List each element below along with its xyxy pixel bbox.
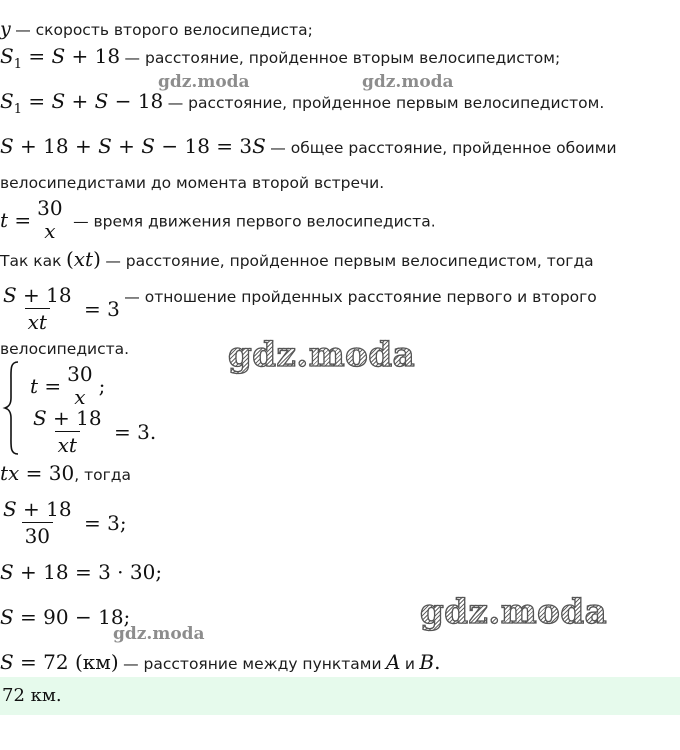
math-s-eq-90-minus-18: S = 90 − 18; bbox=[0, 605, 131, 629]
answer-box bbox=[0, 677, 680, 715]
line-total-distance-cont bbox=[0, 174, 384, 193]
math-s1-eq-s-plus-s-minus-18: $S_1 = S + S - 18$ bbox=[0, 89, 164, 117]
watermark-logo: gdz.moda bbox=[113, 624, 205, 644]
line-s18-over-30 bbox=[0, 497, 127, 548]
math-s18-eq-3x30: S + 18 = 3 · 30; bbox=[0, 560, 163, 584]
math-t-eq-30-over-x: t = 30 x bbox=[0, 196, 69, 243]
system-eq-1 bbox=[30, 362, 105, 409]
text-since-prefix: Так как bbox=[0, 252, 62, 270]
math-s18-over-30-eq-3: $\frac{S + 18}{30}$ = 3; bbox=[0, 497, 127, 548]
text-distance-first: — расстояние, пройденное первым велосипедистом. bbox=[167, 94, 605, 112]
math-s1-eq-s-plus-18: $S_1 = S + 18$ bbox=[0, 44, 121, 72]
system-eq-2 bbox=[30, 406, 156, 457]
line-tx-30 bbox=[0, 461, 131, 485]
fraction-s18-30: $\frac{S + 18}{30}$ bbox=[3, 497, 72, 548]
watermark-logo: gdz.moda bbox=[362, 72, 454, 92]
answer-text: 72 км. bbox=[2, 685, 62, 706]
fraction-30-x: 30 x bbox=[37, 196, 63, 243]
line-s-eq-90-18 bbox=[0, 605, 130, 629]
line-s18-eq-90 bbox=[0, 560, 162, 584]
math-tx-eq-30: tx = 30 bbox=[0, 461, 75, 485]
text-ratio-cont: велосипедиста. bbox=[0, 340, 130, 358]
line-distance-second bbox=[0, 44, 560, 72]
fraction-sys-s18-xt: $\frac{S + 18}{xt}$ bbox=[33, 406, 102, 457]
line-ratio-cont bbox=[0, 340, 129, 359]
text-then: , тогда bbox=[74, 466, 131, 484]
text-distance-ab: — расстояние между пунктами bbox=[123, 655, 382, 673]
math-sys-ratio-eq-3: $\frac{S + 18}{xt}$ = 3. bbox=[30, 406, 156, 457]
text-since: — расстояние, пройденное первым велосипедистом, тогда bbox=[105, 252, 594, 270]
math-sys-t-eq-30-over-x: t = 30 x ; bbox=[30, 362, 106, 409]
fraction-s18-xt: $\frac{S + 18}{xt}$ bbox=[3, 283, 72, 334]
text-distance-second: — расстояние, пройденное вторым велосипедистом; bbox=[124, 49, 561, 67]
fraction-sys-30-x: 30 x bbox=[67, 362, 93, 409]
text-time-first: — время движения первого велосипедиста. bbox=[73, 212, 436, 231]
line-ratio bbox=[0, 283, 597, 334]
math-point-b: B. bbox=[419, 650, 441, 674]
text-ratio: — отношение пройденных расстояние первого и второго bbox=[124, 288, 597, 306]
line-s-eq-72 bbox=[0, 650, 440, 674]
math-ratio-eq-3: $\frac{S + 18}{xt}$ = 3 bbox=[0, 283, 120, 334]
math-point-a: A bbox=[385, 650, 401, 674]
math-total-3s: S + 18 + S + S − 18 = 3S bbox=[0, 134, 266, 158]
text-total-distance-cont: велосипедистами до момента второй встречи. bbox=[0, 174, 385, 192]
text-total-distance: — общее расстояние, пройденное обоими bbox=[270, 139, 617, 157]
system-brace-icon bbox=[2, 360, 22, 456]
line-total-distance bbox=[0, 134, 617, 158]
math-s-eq-72: S = 72 (км) bbox=[0, 650, 119, 674]
line-distance-first bbox=[0, 89, 604, 117]
text-speed-second: — скорость второго велосипедиста; bbox=[15, 21, 313, 39]
watermark-logo: gdz.moda bbox=[158, 72, 250, 92]
line-time-first bbox=[0, 196, 436, 243]
math-y: y bbox=[0, 18, 11, 40]
math-xt: (xt) bbox=[65, 247, 101, 271]
text-and: и bbox=[404, 655, 415, 673]
watermark-logo-large: gdz.moda bbox=[420, 592, 608, 632]
watermark-logo-large: gdz.moda bbox=[228, 335, 416, 375]
line-since bbox=[0, 247, 594, 271]
line-speed-second bbox=[0, 18, 313, 40]
